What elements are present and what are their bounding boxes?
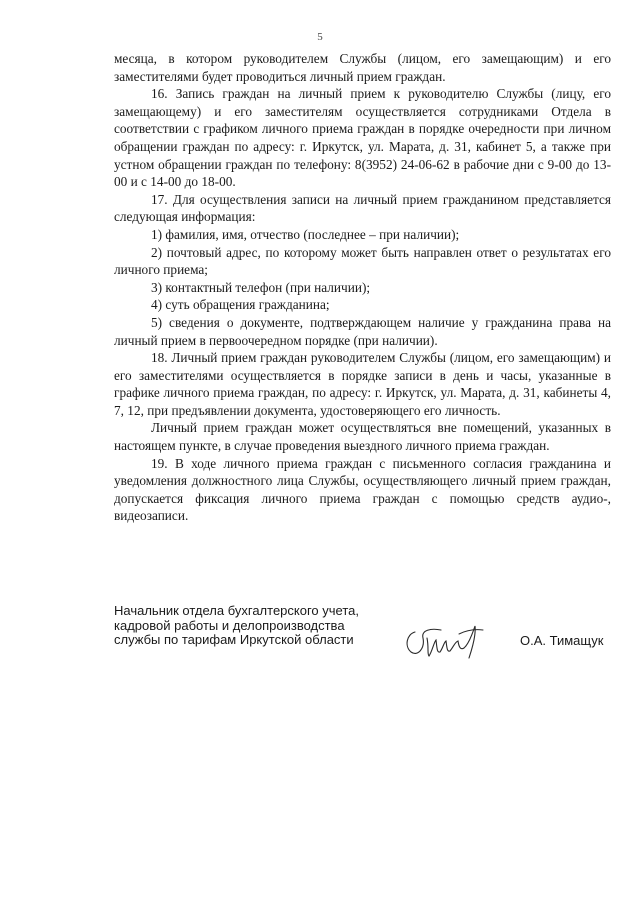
position-line: Начальник отдела бухгалтерского учета, xyxy=(114,603,359,618)
paragraph-item-17: 17. Для осуществления записи на личный прием гражданином представляется следующая информация: xyxy=(114,191,611,225)
paragraph-continuation: месяца, в котором руководителем Службы (лицом, его замещающим) и его заместителями будет проводиться личный прием граждан. xyxy=(114,51,611,84)
position-line: кадровой работы и делопроизводства xyxy=(114,617,345,633)
position-line: службы по тарифам Иркутской области xyxy=(114,632,354,648)
list-item: 4) суть обращения гражданина; xyxy=(151,297,330,313)
document-body xyxy=(114,50,611,525)
paragraph-item-18: 18. Личный прием граждан руководителем Службы (лицом, его замещающим) и его заместителями осуществляется в порядке записи в день и часы, указанные в графике личного приема граждан, по адресу: г. Иркутск, ул. Марата, д. 31, кабинеты 4, 7, 12, при предъявлении документа, удостоверяющего его личность. xyxy=(114,350,611,418)
list-item: 5) сведения о документе, подтверждающем наличие у гражданина права на личный прием в первоочередном порядке (при наличии). xyxy=(114,314,611,348)
list-item: 2) почтовый адрес, по которому может быть направлен ответ о результатах его личного приема; xyxy=(114,244,611,278)
signatory-position xyxy=(114,604,404,648)
page-number: 5 xyxy=(317,31,323,43)
paragraph-item-19: 19. В ходе личного приема граждан с письменного согласия гражданина и уведомления должностного лица Службы, осуществляющего личный прием граждан, допускается фиксация личного приема граждан с помощью средств аудио-, видеозаписи. xyxy=(114,455,611,524)
list-item: 1) фамилия, имя, отчество (последнее – при наличии); xyxy=(151,226,460,242)
paragraph-item-16: 16. Запись граждан на личный прием к руководителю Службы (лицу, его замещающему) и его заместителям осуществляется сотрудниками Отдела в соответствии с графиком личного приема граждан в порядке очередности при личном обращении граждан по адресу: г. Иркутск, ул. Марата, д. 31, кабинет 5, а также при устном обращении граждан по телефону: 8(3952) 24-06-62 в рабочие дни с 9-00 до 13-00 и с 14-00 до 18-00. xyxy=(114,86,611,190)
signatory-name: О.А. Тимащук xyxy=(520,633,604,648)
paragraph-offsite-reception: Личный прием граждан может осуществляться вне помещений, указанных в настоящем пункте, в случае проведения выездного личного приема граждан. xyxy=(114,420,611,454)
list-item: 3) контактный телефон (при наличии); xyxy=(151,279,371,295)
handwritten-signature xyxy=(401,618,497,662)
